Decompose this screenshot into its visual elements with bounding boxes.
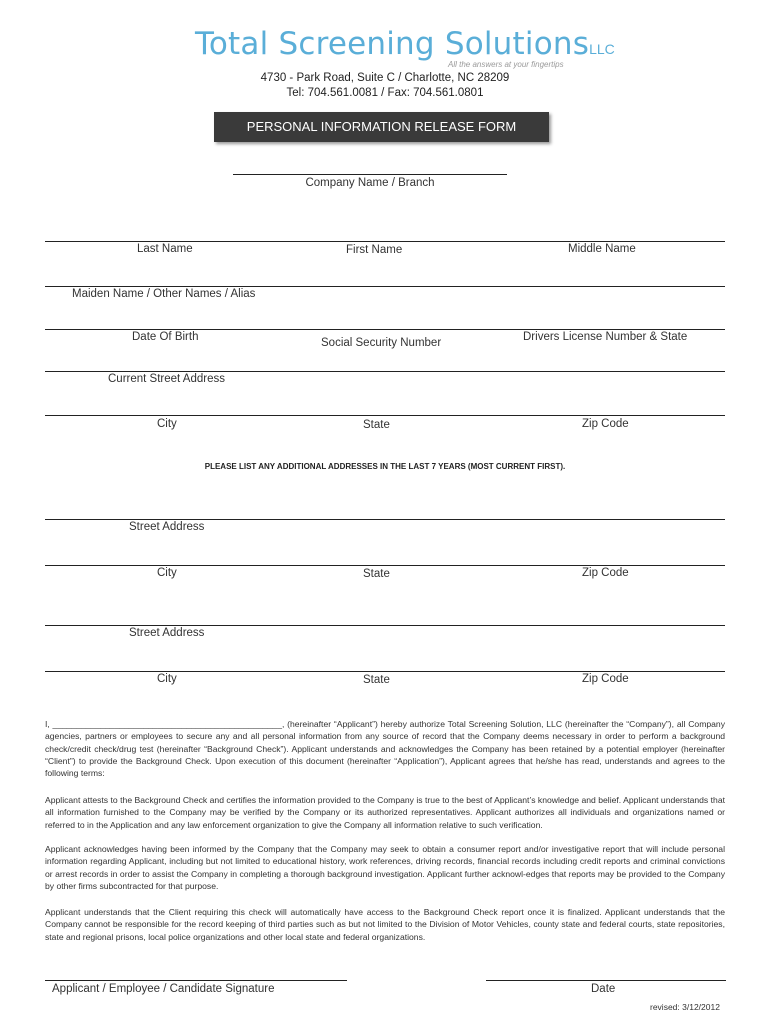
city-label: City (157, 418, 177, 430)
signature-label: Applicant / Employee / Candidate Signature (52, 983, 275, 995)
revised-date: revised: 3/12/2012 (650, 1002, 720, 1012)
additional-street-line[interactable] (45, 625, 725, 626)
state-label: State (363, 419, 390, 431)
zip-label: Zip Code (582, 418, 629, 430)
additional-addresses-note: PLEASE LIST ANY ADDITIONAL ADDRESSES IN THE LAST 7 YEARS (MOST CURRENT FIRST). (204, 462, 566, 471)
additional-street-label: Street Address (129, 627, 205, 639)
dob-label: Date Of Birth (132, 331, 199, 343)
maiden-name-label: Maiden Name / Other Names / Alias (72, 288, 256, 300)
date-label: Date (591, 983, 616, 995)
dob-row-line[interactable] (45, 329, 725, 330)
drivers-license-label: Drivers License Number & State (523, 331, 688, 343)
company-label: Company Name / Branch (305, 177, 435, 189)
company-field-line[interactable] (233, 174, 507, 175)
authorization-paragraph: I, ________________________________________________, (hereinafter “Applicant”) hereby authorize Total Screening Solution, LLC (hereinafter the “Company”), all Company agencies, partners or employees to secure any and all personal information from any source of record that the Company deems necessary in order to perform a background check/credit check/drug test (hereinafter “Background Check”). Applicant understands and acknowledges the Company has been retained by a potential employer (hereinafter “Client”) to provide the Background Check. Upon execution of this document (hereinafter “Application”), Applicant agrees that he/she has read, understands and agrees to the following terms: (45, 719, 725, 779)
logo-llc: LLC (589, 41, 615, 57)
additional-city-label: City (157, 567, 177, 579)
acknowledgement-paragraph: Applicant acknowledges having been informed by the Company that the Company may seek to obtain a consumer report and/or investigative report that will include personal information regarding Applicant, including but not limited to educational history, work references, driving records, financial records including credit reports and criminal convictions or arrest records in order to assist the Company in completing a thorough background investigation. Applicant further acknowl-edges that reports may be provided to the Company by other firms subcontracted for that purpose. (45, 844, 725, 891)
additional-state-label: State (363, 674, 390, 686)
ssn-label: Social Security Number (321, 337, 442, 349)
first-name-label: First Name (346, 244, 403, 256)
additional-city-label: City (157, 673, 177, 685)
additional-city-row-line[interactable] (45, 565, 725, 566)
middle-name-label: Middle Name (568, 243, 636, 255)
city-row-line[interactable] (45, 415, 725, 416)
current-street-line[interactable] (45, 371, 725, 372)
maiden-name-line[interactable] (45, 286, 725, 287)
attestation-paragraph: Applicant attests to the Background Check and certifies the information provided to the Company is true to the best of Applicant’s knowledge and belief. Applicant understands that all information furnished to the Company may be verified by the Company or its authorized representatives. Applicant authorizes all individuals and organizations named or referred to in the Application and any law enforcement organization to give the Company all information relative to such verification. (45, 795, 725, 830)
additional-city-row-line[interactable] (45, 671, 725, 672)
logo-tagline: All the answers at your fingertips (448, 60, 564, 69)
name-row-line[interactable] (45, 241, 725, 242)
current-street-label: Current Street Address (108, 373, 225, 385)
signature-line[interactable] (45, 980, 347, 981)
date-line[interactable] (486, 980, 726, 981)
additional-zip-label: Zip Code (582, 567, 629, 579)
last-name-label: Last Name (137, 243, 193, 255)
logo-text: Total Screening Solutions (195, 26, 590, 62)
form-title-banner: PERSONAL INFORMATION RELEASE FORM (214, 112, 549, 142)
additional-street-line[interactable] (45, 519, 725, 520)
company-address: 4730 - Park Road, Suite C / Charlotte, NC 28209 (260, 72, 510, 84)
company-phone: Tel: 704.561.0081 / Fax: 704.561.0801 (286, 87, 484, 99)
client-access-paragraph: Applicant understands that the Client requiring this check will automatically have access to the Background Check report once it is finalized. Applicant understands that the Company cannot be responsible for the record keeping of third parties such as but not limited to the Division of Motor Vehicles, county state and federal courts, state repositories, state and regional prisons, local police organizations and other local state and federal organizations. (45, 907, 725, 942)
additional-street-label: Street Address (129, 521, 205, 533)
additional-state-label: State (363, 568, 390, 580)
additional-zip-label: Zip Code (582, 673, 629, 685)
